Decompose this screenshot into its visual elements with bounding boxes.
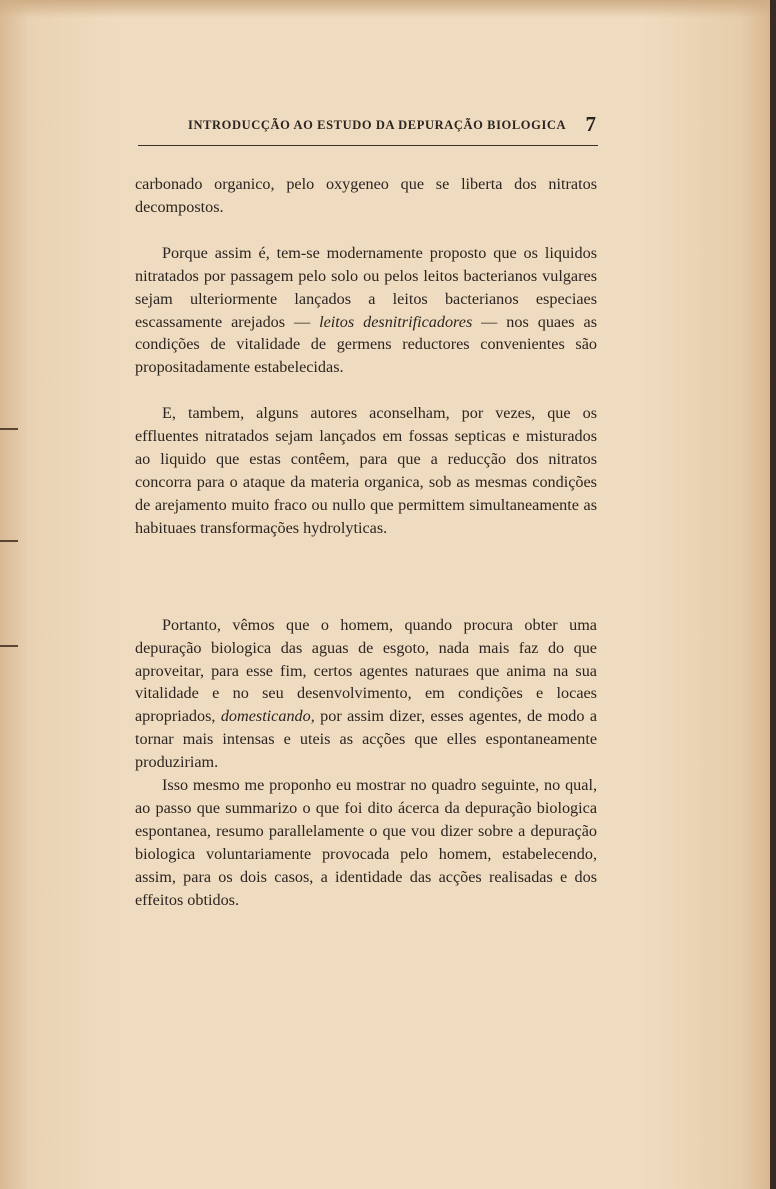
text-run: por assim dizer, esses agentes, de modo a tornar mais intensas e uteis as acções que elles espontaneamente produziriam. xyxy=(135,707,598,772)
text-run: — nos quaes as condições de vitalidade de germens reductores convenientes são propositadamente estabelecidas. xyxy=(135,312,598,377)
binding-mark xyxy=(0,540,18,542)
paragraph xyxy=(135,614,597,774)
text-run: Isso mesmo me proponho eu mostrar no quadro seguinte, no qual, ao passo que summarizo o que foi dito ácerca da depuração biologica espontanea, resumo parallelamente o que vou dizer sobre a depuração biologica voluntariamente provocada pelo homem, estabelecendo, assim, para os dois casos, a identidade das acções realisadas e dos effeitos obtidos. xyxy=(135,776,597,909)
text-run: Porque assim é, tem-se modernamente proposto que os liquidos nitratados por passagem pelo solo ou pelos leitos bacterianos vulgares sejam ulteriormente lançados a leitos bacterianos especiaes escassamente arejados — xyxy=(135,243,597,331)
paragraph xyxy=(135,402,597,539)
page-number: 7 xyxy=(585,112,596,136)
italic-text: leitos desnitrificadores xyxy=(319,312,473,331)
italic-text: domesticando, xyxy=(220,707,315,726)
binding-mark xyxy=(0,645,18,647)
text-run: carbonado organico, pelo oxygeneo que se liberta dos nitratos decompostos. xyxy=(135,175,597,216)
page-edge xyxy=(770,0,776,1189)
page-shadow xyxy=(0,0,776,18)
paragraph xyxy=(135,774,597,911)
paragraph xyxy=(135,242,597,379)
running-title: INTRODUCÇÃO AO ESTUDO DA DEPURAÇÃO BIOLOGICA xyxy=(188,118,567,132)
paragraph xyxy=(135,173,597,219)
text-run: Portanto, vêmos que o homem, quando procura obter uma depuração biologica das aguas de esgoto, nada mais faz do que aproveitar, para esse fim, certos agentes naturaes que anima na sua vitalidade e no seu desenvolvimento, em condições e locaes apropriados, xyxy=(135,615,597,726)
text-run: E, tambem, alguns autores aconselham, por vezes, que os effluentes nitratados sejam lançados em fossas septicas e misturados ao liquido que estas contêem, para que a reducção dos nitratos concorra para o ataque da materia organica, sob as mesmas condições de arejamento muito fraco ou nullo que permittem simultaneamente as habituaes transformações hydrolyticas. xyxy=(135,404,597,537)
running-header xyxy=(138,114,598,144)
body-text xyxy=(135,173,597,911)
header-rule xyxy=(138,145,598,146)
binding-mark xyxy=(0,428,18,430)
